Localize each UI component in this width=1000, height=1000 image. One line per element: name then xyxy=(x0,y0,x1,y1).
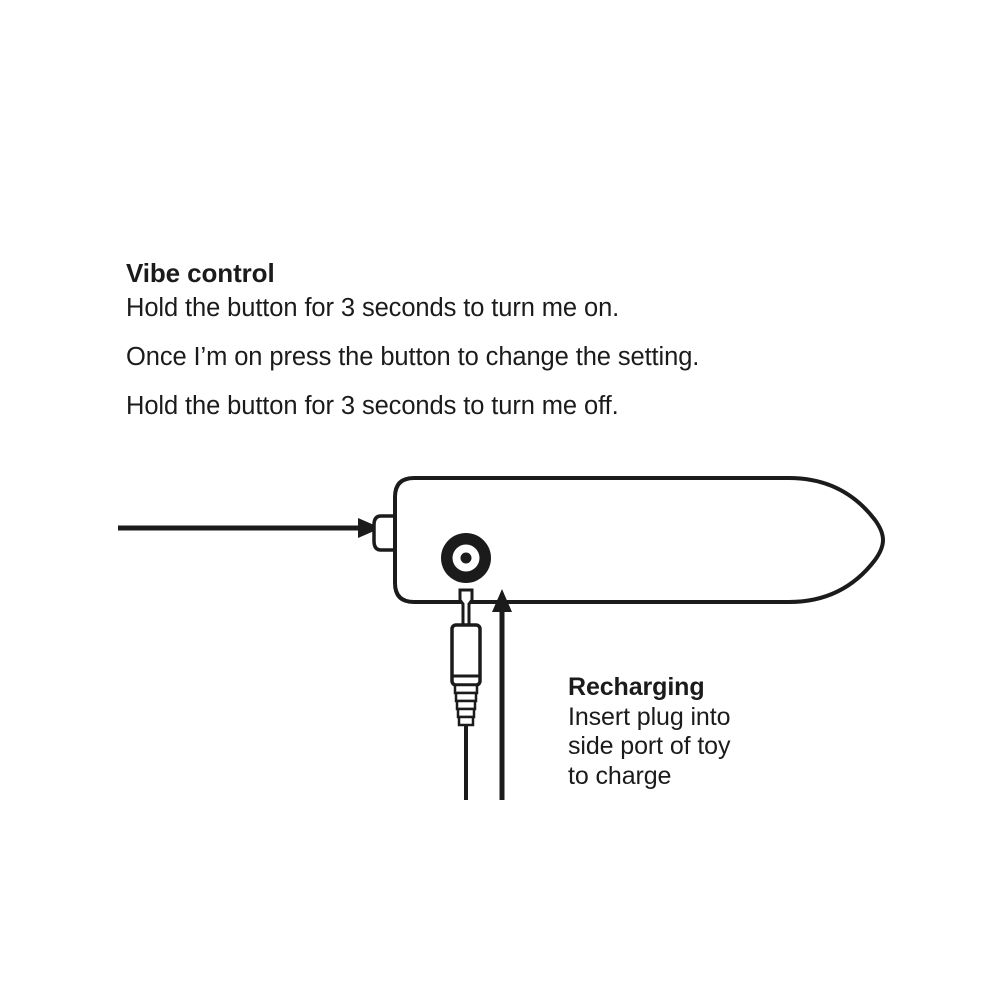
device-end-cap xyxy=(374,516,395,550)
arrow-pointing-to-button xyxy=(118,518,381,538)
charging-plug xyxy=(452,590,480,800)
vibe-control-heading: Vibe control xyxy=(126,258,275,288)
arrow-pointing-to-charging-port xyxy=(492,589,512,800)
recharging-heading: Recharging xyxy=(568,673,705,701)
recharging-line-2: side port of toy xyxy=(568,732,731,760)
vibe-control-line-1: Hold the button for 3 seconds to turn me on. xyxy=(126,293,620,322)
vibe-control-line-2: Once I’m on press the button to change the setting. xyxy=(126,342,700,371)
power-button[interactable] xyxy=(441,533,491,583)
vibe-control-line-3: Hold the button for 3 seconds to turn me off. xyxy=(126,391,619,420)
recharging-line-3: to charge xyxy=(568,761,672,790)
recharging-line-1: Insert plug into xyxy=(568,702,731,731)
